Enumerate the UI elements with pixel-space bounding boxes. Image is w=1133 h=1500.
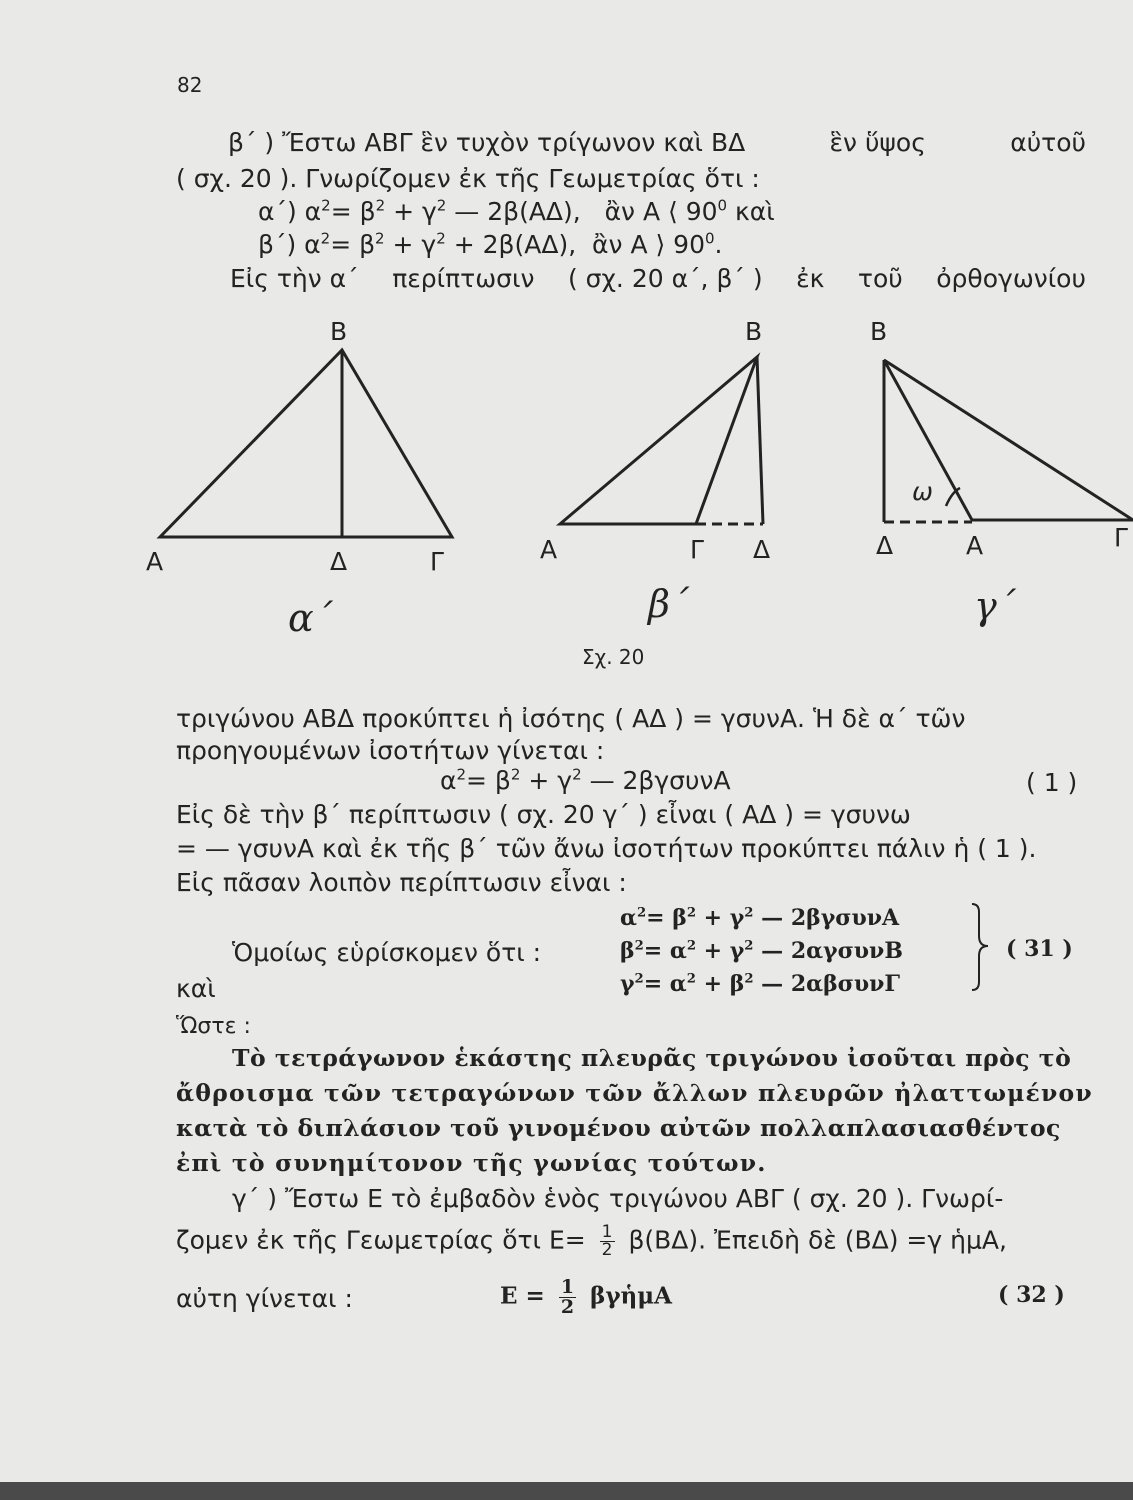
kai-label: καὶ	[176, 974, 216, 1003]
intro-line-1-c: αὐτοῦ	[1010, 128, 1086, 157]
body-line-6: γ΄ ) Ἔστω Ε τὸ ἐμβαδὸν ἑνὸς τριγώνου ΑΒΓ ( σχ. 20 ). Γνωρί-	[232, 1184, 1004, 1213]
eq32-numerator: 1	[560, 1276, 575, 1298]
fig-c-label-a: Α	[966, 531, 984, 560]
body-line-7	[176, 1224, 1007, 1259]
sys1-b: = β	[646, 905, 687, 931]
case-b-end: .	[714, 230, 723, 259]
fig-b-triangle	[560, 357, 757, 524]
hoste-label: Ὥστε :	[176, 1014, 251, 1039]
case-b-condition: ἂν Α ⟩ 90	[592, 230, 705, 259]
fig-b-label-b: Β	[745, 317, 763, 346]
sys3-c: + β	[695, 971, 745, 997]
fig-b-altitude	[757, 357, 763, 524]
equation-32-number: ( 32 )	[998, 1282, 1065, 1308]
case-b-mid3: + 2β(ΑΔ),	[445, 230, 577, 259]
eq1-d: — 2βγσυνΑ	[581, 766, 731, 795]
eq32-denominator: 2	[560, 1296, 575, 1318]
body-line-8: αὐτη γίνεται :	[176, 1284, 353, 1313]
page-number: 82	[177, 73, 203, 97]
case-a-mid3: — 2β(ΑΔ),	[446, 197, 581, 226]
intro-line-5-b: περίπτωσιν	[392, 264, 535, 293]
case-b-mid2: + γ	[384, 230, 437, 259]
equation-1: $\alpha^2= \beta^2 + \gamma^2$ — 2βγσυνΑ	[440, 765, 731, 795]
intro-line-5-d: ἐκ	[796, 264, 825, 293]
eq32-rhs: βγἡμΑ	[590, 1282, 672, 1310]
intro-line-5-c: ( σχ. 20 α΄, β΄ )	[567, 264, 763, 293]
fig-b-label-d: Δ	[753, 535, 771, 564]
fraction-denominator: 2	[601, 1240, 613, 1260]
sys1-c: + γ	[696, 905, 745, 931]
case-a-mid2: + γ	[385, 197, 437, 226]
fig-b-label-g: Γ	[690, 535, 704, 564]
fig-b-tag: β΄	[648, 582, 689, 626]
sys2-b: = α	[643, 938, 687, 964]
intro-line-2: ( σχ. 20 ). Γνωρίζομεν ἐκ τῆς Γεωμετρίας ὅτι :	[176, 164, 760, 193]
theorem-line-4: ἐπὶ τὸ συνημίτονον τῆς γωνίας τούτων.	[176, 1149, 767, 1177]
figure-20-drawing	[0, 0, 1133, 700]
body-line-2: προηγουμένων ἰσοτήτων γίνεται :	[176, 736, 605, 765]
case-b-prefix: β΄) α	[258, 230, 321, 259]
sys2-c: + γ	[696, 938, 745, 964]
sys2-a: β	[620, 938, 635, 964]
figure-caption: Σχ. 20	[582, 645, 645, 669]
intro-line-1-a: β΄ ) Ἔστω ΑΒΓ ἓν τυχὸν τρίγωνον καὶ ΒΔ	[228, 128, 746, 157]
eq1-a: α	[440, 766, 457, 795]
case-a-mid1: = β	[330, 197, 376, 226]
sys1-a: α	[620, 905, 637, 931]
fig-c-tag: γ΄	[974, 584, 1016, 628]
fig-a-label-b: Β	[330, 317, 348, 346]
fig-c-label-d: Δ	[876, 531, 894, 560]
sys1-d: — 2βγσυνΑ	[761, 905, 900, 931]
case-b-formula: β΄) $\alpha^2= \beta^2 + \gamma^2 + 2\beta(A\Delta)$, ἂν Α ⟩ $90^0$.	[258, 229, 723, 259]
intro-line-1-b: ἓν ὕψος	[829, 128, 926, 157]
theorem-line-1: Τὸ τετράγωνον ἑκάστης πλευρᾶς τριγώνου ἰσοῦται πρὸς τὸ	[232, 1044, 1072, 1072]
system-eq-2: $\beta^2= \alpha^2 + \gamma^2$ — 2αγσυνΒ	[620, 938, 903, 964]
sys3-b: = α	[643, 971, 687, 997]
body-line-5: Εἰς πᾶσαν λοιπὸν περίπτωσιν εἶναι :	[176, 868, 627, 897]
eq1-c: + γ	[520, 766, 573, 795]
case-b-mid1: = β	[330, 230, 376, 259]
fig-a-tag: α΄	[288, 596, 333, 640]
fig-c-label-g: Γ	[1114, 523, 1128, 552]
intro-line-5-e: τοῦ	[857, 264, 903, 293]
equation-32	[500, 1278, 672, 1317]
body-line-7-a: ζομεν ἐκ τῆς Γεωμετρίας ὅτι Ε=	[176, 1225, 586, 1255]
similar-label: Ὁμοίως εὑρίσκομεν ὅτι :	[232, 938, 542, 967]
equation-1-number: ( 1 )	[1026, 768, 1078, 797]
eq32-lhs: Ε =	[500, 1282, 545, 1310]
theorem-line-2: ἄθροισμα τῶν τετραγώνων τῶν ἄλλων πλευρῶν ἠλαττωμένον	[176, 1079, 1093, 1107]
fraction-half	[600, 1224, 615, 1259]
theorem-line-3: κατὰ τὸ διπλάσιον τοῦ γινομένου αὐτῶν πολλαπλασιασθέντος	[176, 1114, 1061, 1142]
fig-a-label-d: Δ	[330, 547, 348, 576]
case-a-prefix: α΄) α	[258, 197, 322, 226]
fig-c-label-omega: ω	[912, 477, 933, 506]
fraction-numerator: 1	[601, 1222, 613, 1242]
system-eq-3: $\gamma^2= \alpha^2 + \beta^2$ — 2αβσυνΓ	[620, 971, 901, 997]
case-a-condition: ἂν Α ⟨ 90	[604, 197, 718, 226]
intro-line-5-f: ὀρθογωνίου	[936, 264, 1086, 293]
scan-bottom-edge	[0, 1482, 1133, 1500]
system-number: ( 31 )	[1006, 936, 1073, 962]
case-a-end: καὶ	[727, 197, 775, 226]
fig-a-triangle	[160, 350, 452, 537]
eq1-b: = β	[466, 766, 511, 795]
sys2-d: — 2αγσυνΒ	[761, 938, 903, 964]
eq32-fraction	[559, 1278, 576, 1317]
body-line-3: Εἰς δὲ τὴν β΄ περίπτωσιν ( σχ. 20 γ΄ ) εἶναι ( ΑΔ ) = γσυνω	[176, 800, 911, 829]
fig-a-label-a: Α	[146, 547, 164, 576]
case-a-formula: α΄) $\alpha^2= \beta^2 + \gamma^2$ — 2β(ΑΔ), ἂν Α ⟨ $90^0$ καὶ	[258, 196, 775, 226]
fig-b-label-a: Α	[540, 535, 558, 564]
body-line-7-b: β(ΒΔ). Ἐπειδὴ δὲ (ΒΔ) =γ ἡμΑ,	[628, 1225, 1007, 1255]
intro-line-5-a: Εἰς τὴν α΄	[230, 264, 359, 293]
sys3-d: — 2αβσυνΓ	[761, 971, 901, 997]
sys3-a: γ	[620, 971, 635, 997]
fig-a-label-g: Γ	[430, 547, 444, 576]
body-line-1: τριγώνου ΑΒΔ προκύπτει ἡ ἰσότης ( ΑΔ ) = γσυνΑ. Ἡ δὲ α΄ τῶν	[176, 704, 966, 733]
fig-c-label-b: Β	[870, 317, 888, 346]
body-line-4: = — γσυνΑ καὶ ἐκ τῆς β΄ τῶν ἄνω ἰσοτήτων προκύπτει πάλιν ἡ ( 1 ).	[176, 834, 1037, 863]
system-eq-1: $\alpha^2= \beta^2 + \gamma^2$ — 2βγσυνΑ	[620, 905, 900, 931]
